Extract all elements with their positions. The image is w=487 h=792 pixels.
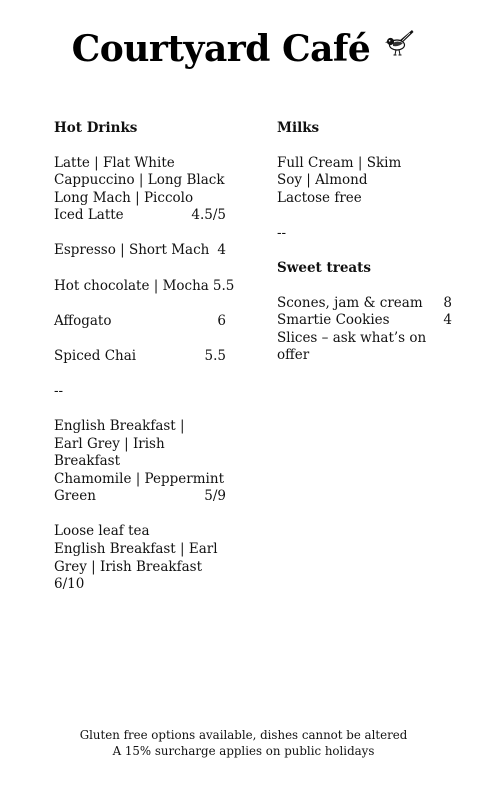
left-column xyxy=(54,120,235,611)
menu-item-affogato xyxy=(54,313,226,331)
item-price: 6 xyxy=(217,312,226,329)
item-price: 8 xyxy=(443,294,452,311)
right-column xyxy=(277,120,452,382)
menu-line: Loose leaf tea xyxy=(54,523,150,540)
sweet-treats-heading: Sweet treats xyxy=(277,259,372,276)
item-name: Green xyxy=(54,488,96,505)
item-price: 4.5/5 xyxy=(191,207,226,224)
treats-group xyxy=(277,295,452,365)
menu-item-espresso xyxy=(54,242,226,260)
hot-drinks-heading: Hot Drinks xyxy=(54,120,138,136)
footer-note-gluten-free: Gluten free options available, dishes cannot be altered xyxy=(79,728,408,742)
menu-item-green-tea xyxy=(54,488,226,506)
menu-item-spiced-chai xyxy=(54,348,226,366)
menu-item-iced-latte xyxy=(54,207,226,225)
menu-footer xyxy=(0,728,487,759)
menu-line: Soy | Almond xyxy=(277,172,368,189)
menu-line: Earl Grey | Irish Breakfast xyxy=(54,435,165,470)
section-separator: -- xyxy=(277,224,287,241)
menu-line: Latte | Flat White xyxy=(54,154,175,171)
menu-line: Long Mach | Piccolo xyxy=(54,189,194,206)
menu-line: Grey | Irish Breakfast 6/10 xyxy=(54,558,202,593)
item-price: 5.5 xyxy=(212,277,235,294)
menu-header xyxy=(0,28,487,70)
coffee-group xyxy=(54,155,226,225)
menu-line: Chamomile | Peppermint xyxy=(54,470,224,487)
menu-item-hot-chocolate xyxy=(54,277,235,296)
item-price: 4 xyxy=(217,242,226,259)
item-name: Affogato xyxy=(54,312,112,329)
item-name: Hot chocolate | Mocha xyxy=(54,277,209,294)
footer-note-surcharge: A 15% surcharge applies on public holidays xyxy=(112,743,375,758)
milks-group xyxy=(277,155,452,208)
menu-line: Cappuccino | Long Black xyxy=(54,172,225,189)
item-name: Scones, jam & cream xyxy=(277,294,423,311)
item-price: 5/9 xyxy=(204,488,226,505)
menu-item-scones xyxy=(277,295,452,313)
menu-line: Full Cream | Skim xyxy=(277,154,402,171)
milks-heading: Milks xyxy=(277,120,320,136)
menu-line: English Breakfast | Earl xyxy=(54,541,218,557)
tea-group xyxy=(54,418,226,506)
item-price: 5.5 xyxy=(204,347,226,364)
section-separator: -- xyxy=(54,382,64,399)
item-name: Espresso | Short Mach xyxy=(54,242,210,259)
wren-bird-icon xyxy=(385,28,415,62)
menu-line: English Breakfast | xyxy=(54,417,185,434)
menu-item-smartie-cookies xyxy=(277,312,452,330)
item-name: Smartie Cookies xyxy=(277,312,390,329)
menu-line: Lactose free xyxy=(277,189,362,206)
item-name: Spiced Chai xyxy=(54,347,137,364)
menu-line-slices: Slices – ask what’s on offer xyxy=(277,329,427,364)
loose-leaf-group xyxy=(54,523,226,593)
page-title: Courtyard Café xyxy=(71,28,371,70)
item-price: 4 xyxy=(443,312,452,329)
item-name: Iced Latte xyxy=(54,207,124,224)
